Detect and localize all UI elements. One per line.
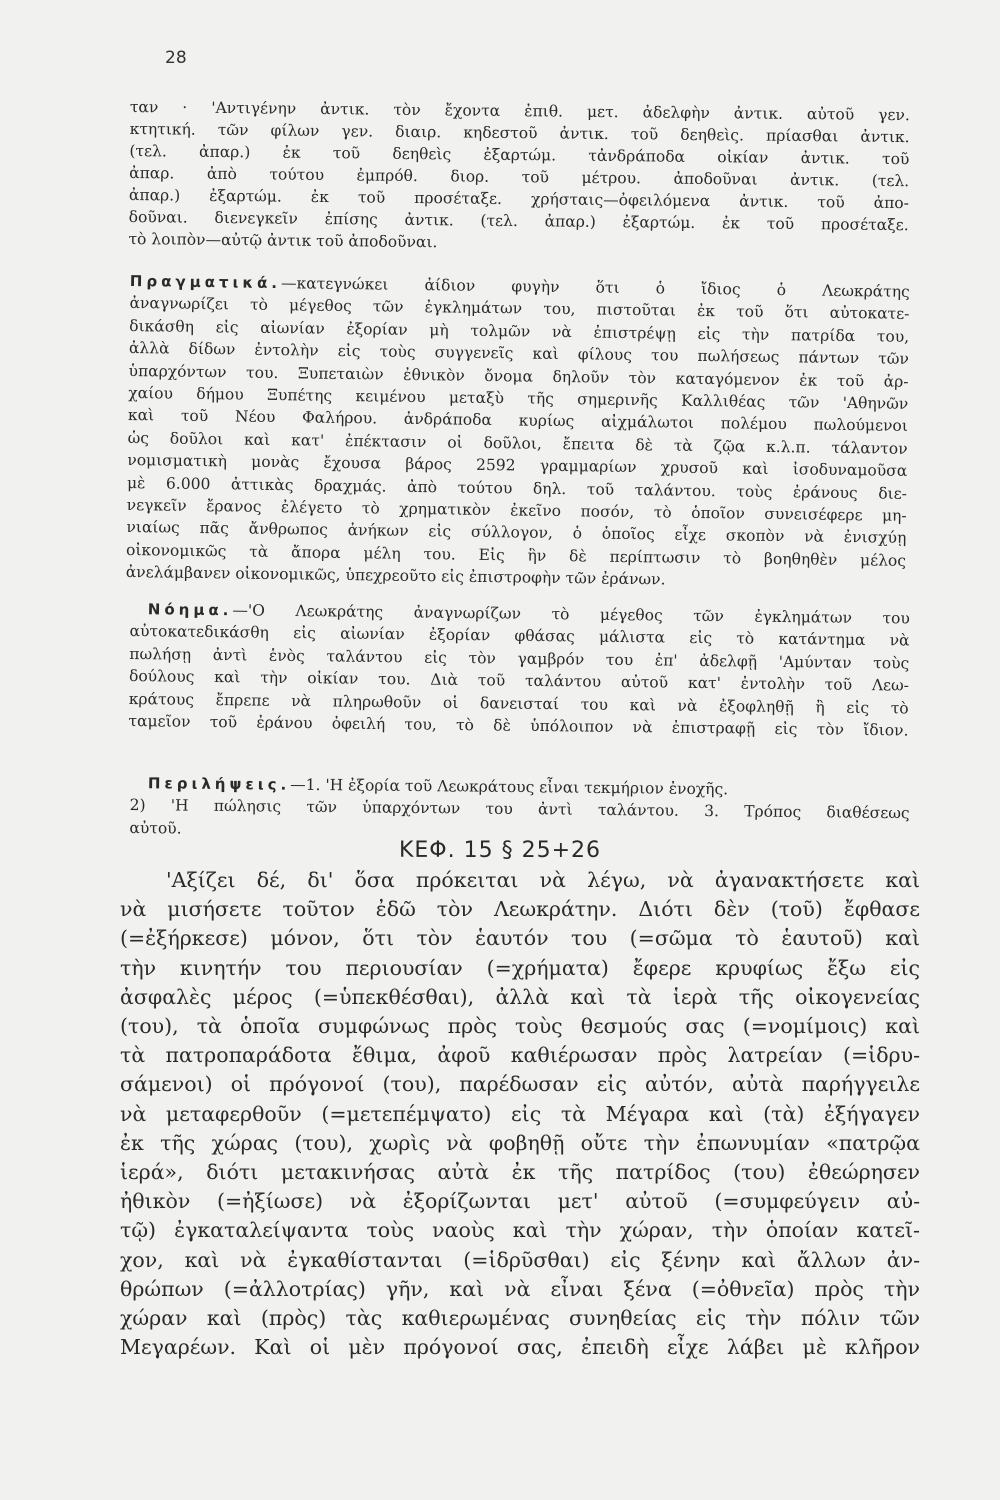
perilipseis-heading: Περιλήψεις. bbox=[147, 774, 291, 794]
noima-line: αὐτοκατεδικάσθη εἰς αἰωνίαν ἐξορίαν φθάσας μάλιστα εἰς τὸ κατάντημα νὰ bbox=[129, 622, 910, 650]
pragmatika-line: —κατεγνώκει ἀίδιον φυγὴν ὅτι ὁ ἴδιος ὁ Λεωκράτης bbox=[280, 274, 910, 301]
noima-line: —'Ο Λεωκράτης ἀναγνωρίζων τὸ μέγεθος τῶν ἐγκλημάτων του bbox=[232, 601, 910, 628]
page-number: 28 bbox=[165, 48, 187, 68]
pragmatika-line: ὑπαρχόντων του. Ξυπεταιὼν ἐθνικὸν ὄνομα δηλοῦν τὸν καταγόμενον ἐκ τοῦ ἀρ- bbox=[128, 361, 909, 391]
chapter-title: ΚΕΦ. 15 § 25+26 bbox=[398, 838, 602, 863]
pragmatika-line: καὶ τοῦ Νέου Φαλήρου. ἀνδράποδα κυρίως αἰχμάλωτοι πολέμου πωλούμενοι bbox=[127, 406, 909, 436]
translation-line: τὰ πατροπαράδοτα ἔθιμα, ἀφοῦ καθιέρωσαν πρὸς λατρείαν (=ἱδρυ- bbox=[120, 1043, 920, 1068]
translation-line: τῷ) ἐγκαταλείψαντα τοὺς ναοὺς καὶ τὴν χώραν, τὴν ὁποίαν κατεῖ- bbox=[120, 1218, 920, 1243]
translation-line: σάμενοι) οἱ πρόγονοί (του), παρέδωσαν εἰς αὐτόν, αὐτὰ παρήγγειλε bbox=[120, 1072, 920, 1097]
translation-line: ἐκ τῆς χώρας (του), χωρὶς νὰ φοβηθῇ οὔτε τὴν ἐπωνυμίαν «πατρῷα bbox=[120, 1130, 920, 1155]
translation-line: χώραν καὶ (πρὸς) τὰς καθιερωμένας συνηθείας εἰς τὴν πόλιν τῶν bbox=[120, 1306, 920, 1331]
pragmatika-line: νομισματικὴ μονὰς ἔχουσα βάρος 2592 γραμμαρίων χρυσοῦ καὶ ἰσοδυναμοῦσα bbox=[127, 451, 908, 481]
noima-line: δούλους καὶ τὴν οἰκίαν του. Διὰ τοῦ ταλάντου αὐτοῦ κατ' ἐντολὴν τοῦ Λεω- bbox=[128, 667, 910, 695]
translation-line: τὴν κινητήν του περιουσίαν (=χρήματα) ἔφερε κρυφίως ἔξω εἰς bbox=[120, 955, 920, 980]
pragmatika-line: χαίου δήμου Ξυπέτης κειμένου μεταξὺ τῆς σημερινῆς Καλλιθέας τῶν 'Αθηνῶν bbox=[128, 384, 909, 413]
pragmatika-line: νιαίως πᾶς ἄνθρωπος ἀνήκων εἰς σύλλογον, ὁ ὁποῖος εἶχε σκοπὸν νὰ ἐνισχύῃ bbox=[126, 518, 907, 548]
glossary-line: (τελ. ἀπαρ.) ἐκ τοῦ δεηθεὶς ἐξαρτώμ. τἀνδράποδα οἰκίαν ἀντικ. τοῦ bbox=[129, 141, 910, 169]
translation-line: ἱερά», διότι μετακινήσας αὐτὰ ἐκ τῆς πατρίδος (του) ἐθεώρησεν bbox=[120, 1160, 920, 1185]
translation-line: ἀσφαλὲς μέρος (=ὑπεκθέσθαι), ἀλλὰ καὶ τὰ ἱερὰ τῆς οἰκογενείας bbox=[120, 984, 920, 1009]
translation-line: 'Αξίζει δέ, δι' ὅσα πρόκειται νὰ λέγω, νὰ ἀγανακτήσετε καὶ bbox=[166, 868, 920, 892]
pragmatika-line: δικάσθη εἰς αἰωνίαν ἐξορίαν μὴ τολμῶν νὰ ἐπιστρέψῃ εἰς τὴν πατρίδα του, bbox=[129, 316, 910, 346]
pragmatika-line: ὡς δοῦλοι καὶ κατ' ἐπέκτασιν οἱ δοῦλοι, ἔπειτα δὲ τὰ ζῷα κ.λ.π. τάλαντον bbox=[127, 428, 908, 458]
pragmatika-line: νεγκεῖν ἔρανος ἐλέγετο τὸ χρηματικὸν ἐκεῖνο ποσόν, τὸ ὁποῖον συνεισέφερε μη- bbox=[126, 496, 907, 525]
translation-line: ἠθικὸν (=ἠξίωσε) νὰ ἐξορίζωνται μετ' αὐτοῦ (=συμφεύγειν αὐ- bbox=[120, 1189, 920, 1214]
glossary-line: ἀπαρ. ἀπὸ τούτου ἐμπρόθ. διορ. τοῦ μέτρου. ἀποδοῦναι ἀντικ. (τελ. bbox=[129, 163, 910, 191]
translation-section bbox=[120, 866, 920, 1362]
perilipseis-line: —1. 'Η ἐξορία τοῦ Λεωκράτους εἶναι τεκμήριον ἐνοχῆς. bbox=[290, 775, 729, 799]
perilipseis-line: αὐτοῦ. bbox=[129, 818, 182, 838]
translation-line: νὰ μισήσετε τοῦτον ἐδῶ τὸν Λεωκράτην. Διότι δὲν (τοῦ) ἔφθασε bbox=[120, 897, 920, 922]
noima-line: πωλήσῃ ἀντὶ ἑνὸς ταλάντου εἰς τὸν γαμβρόν του ἐπ' ἀδελφῇ 'Αμύνταν τοὺς bbox=[129, 644, 910, 673]
translation-line: θρώπων (=ἀλλοτρίας) γῆν, καὶ νὰ εἶναι ξένα (=ὀθνεῖα) πρὸς τὴν bbox=[120, 1276, 920, 1301]
translation-line: νὰ μεταφερθοῦν (=μετεπέμψατο) εἰς τὰ Μέγαρα καὶ (τὰ) ἐξήγαγεν bbox=[120, 1101, 920, 1126]
pragmatika-heading: Πραγματικά. bbox=[129, 271, 282, 293]
noima-line: κράτους ἔπρεπε νὰ πληρωθοῦν οἱ δανεισταί του καὶ νὰ ἐξοφληθῇ ἢ εἰς τὸ bbox=[128, 689, 909, 718]
glossary-line: τὸ λοιπὸν—αὐτῷ ἀντικ τοῦ ἀποδοῦναι. bbox=[128, 229, 438, 252]
noima-section bbox=[128, 598, 910, 742]
glossary-line: δοῦναι. διενεγκεῖν ἐπίσης ἀντικ. (τελ. ἀπαρ.) ἐξαρτώμ. ἐκ τοῦ προσέταξε. bbox=[128, 207, 909, 235]
perilipseis-line: 2) 'Η πώλησις τῶν ὑπαρχόντων του ἀντὶ ταλάντου. 3. Τρόπος διαθέσεως bbox=[129, 796, 910, 823]
glossary-notes bbox=[128, 96, 910, 258]
translation-line: (του), τὰ ὁποῖα συμφώνως πρὸς τοὺς θεσμούς σας (=νομίμοις) καὶ bbox=[120, 1014, 920, 1039]
pragmatika-line: ἀλλὰ δίδων ἐντολὴν εἰς τοὺς συγγενεῖς καὶ φίλους του πωλήσεως πάντων τῶν bbox=[128, 339, 909, 369]
pragmatika-line: ἀνελάμβανεν οἰκονομικῶς, ὑπεχρεοῦτο εἰς ἐπιστροφὴν τῶν ἐράνων. bbox=[125, 563, 666, 589]
translation-line: (=ἐξήρκεσε) μόνον, ὅτι τὸν ἑαυτόν του (=σῶμα τὸ ἑαυτοῦ) καὶ bbox=[120, 926, 920, 951]
perilipseis-section bbox=[129, 772, 910, 847]
noima-line: ταμεῖον τοῦ ἐράνου ὀφειλή του, τὸ δὲ ὑπόλοιπον νὰ ἐπιστραφῇ εἰς τὸν ἴδιον. bbox=[128, 712, 909, 740]
pragmatika-line: μὲ 6.000 ἀττικὰς δραχμάς. ἀπὸ τούτου δηλ. τοῦ ταλάντου. τοὺς ἐράνους διε- bbox=[126, 473, 908, 503]
pragmatika-section bbox=[126, 270, 910, 595]
glossary-line: κτητική. τῶν φίλων γεν. διαιρ. κηδεστοῦ ἀντικ. τοῦ δεηθεὶς. πρίασθαι ἀντικ. bbox=[129, 119, 910, 147]
translation-line: χον, καὶ νὰ ἐγκαθίστανται (=ἱδρῦσθαι) εἰς ξένην καὶ ἄλλων ἀν- bbox=[120, 1247, 920, 1272]
translation-line: Μεγαρέων. Καὶ οἱ μὲν πρόγονοί σας, ἐπειδὴ εἶχε λάβει μὲ κλῆρον bbox=[120, 1335, 920, 1360]
pragmatika-line: οἰκονομικῶς τὰ ἄπορα μέλη του. Εἰς ἣν δὲ περίπτωσιν τὸ βοηθηθὲν μέλος bbox=[125, 540, 907, 570]
glossary-line: ἀπαρ.) ἐξαρτώμ. ἐκ τοῦ προσέταξε. χρήσταις—ὀφειλόμενα ἀντικ. τοῦ ἀπο- bbox=[128, 185, 910, 213]
glossary-line: ταν · 'Αντιγένην ἀντικ. τὸν ἔχοντα ἐπιθ. μετ. ἀδελφὴν ἀντικ. αὐτοῦ γεν. bbox=[129, 97, 910, 125]
pragmatika-line: ἀναγνωρίζει τὸ μέγεθος τῶν ἐγκλημάτων του, πιστοῦται ἐκ τοῦ ὅτι αὐτοκατε- bbox=[129, 294, 910, 324]
noima-heading: Νόημα. bbox=[147, 600, 233, 620]
